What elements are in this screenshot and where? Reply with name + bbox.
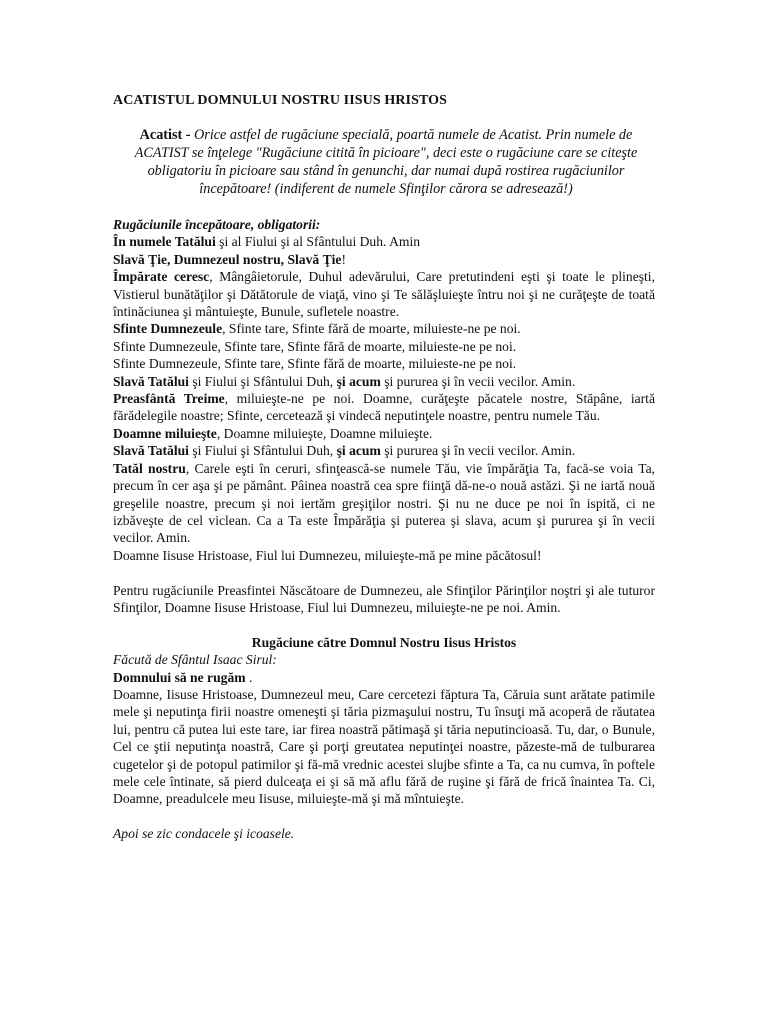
- prayer-text: şi Fiului şi Sfântului Duh,: [188, 443, 337, 459]
- prayer-lead: Sfinte Dumnezeule: [113, 321, 223, 337]
- prayer-lead: Tatăl nostru: [113, 460, 186, 476]
- invocation-line: [113, 669, 655, 686]
- prayer-line: [113, 425, 655, 442]
- intro-text: Orice astfel de rugăciune specială, poartă numele de Acatist. Prin numele de ACATIST se înţelege "Rugăciune citită în picioare", deci este o rugăciune care se citeşte obligatoriu în picioare sau stând în genunchi, dar numai după rostirea rugăciunilor începătoare! (indiferent de numele Sfinţilor cărora se adresează!): [134, 127, 638, 197]
- prayer-emphasis: şi acum: [336, 443, 381, 459]
- prayer-text: , Carele eşti în ceruri, sfinţească-se numele Tău, vie împărăţia Ta, facă-se voia Ta, precum în cer aşa şi pe pământ. Pâinea noastră cea spre fiinţă dă-ne-o nouă astăzi. Şi ne iartă nouă greşelile noastre, precum şi noi iertăm greşiţilor nostri. Şi nu ne duce pe noi în ispită, ci ne izbăveşte de cel viclean. Ca a Ta este Împărăţia şi puterea şi slava, acum şi pururea şi în vecii vecilor. Amin.: [113, 460, 655, 546]
- invocation-tail: .: [245, 669, 253, 685]
- prayer-line: [113, 320, 655, 337]
- prayer-line: [113, 442, 655, 459]
- final-note: Apoi se zic condacele şi icoasele.: [113, 826, 295, 842]
- prayer-lead: În numele Tatălui: [113, 234, 216, 250]
- prayer-text: şi pururea şi în vecii vecilor. Amin.: [380, 373, 576, 389]
- prayer-line: [113, 373, 655, 390]
- prayer-text: , Sfinte tare, Sfinte fără de moarte, miluieste-ne pe noi.: [222, 321, 521, 337]
- document-body: [113, 216, 655, 843]
- prayer-text: !: [341, 251, 346, 267]
- prayer-lead: Slavă Tatălui: [113, 373, 189, 389]
- paragraph-gap: [113, 616, 655, 633]
- prayer-line: Doamne Iisuse Hristoase, Fiul lui Dumnezeu, miluieşte-mă pe mine păcătosul!: [113, 547, 542, 563]
- prayer-line: Sfinte Dumnezeule, Sfinte tare, Sfinte fără de moarte, miluieste-ne pe noi.: [113, 338, 517, 354]
- prayer-line: Sfinte Dumnezeule, Sfinte tare, Sfinte fără de moarte, miluieste-ne pe noi.: [113, 356, 517, 372]
- prayer-lead: Împărate ceresc: [113, 269, 210, 285]
- prayer-lead: Slavă Ţie, Dumnezeul nostru, Slavă Ţie: [113, 251, 342, 267]
- prayer-text: , miluieşte-ne pe noi. Doamne, curăţeşte păcatele nostre, Stăpâne, iartă fărădelegile noastre; Sfinte, cercetează şi vindecă neputinţele noastre, pentru numele Tău.: [113, 391, 655, 424]
- invocation: Domnului să ne rugăm: [113, 669, 246, 685]
- prayer-lead: Slavă Tatălui: [113, 443, 189, 459]
- section-heading: Rugăciunile începătoare, obligatorii:: [113, 217, 321, 232]
- prayer-text: şi al Fiului şi al Sfântului Duh. Amin: [215, 234, 421, 250]
- prayer-lead: Preasfântă Treime: [113, 391, 225, 407]
- prayer-line: [113, 268, 655, 320]
- prayer-text: , Mângâietorule, Duhul adevărului, Care pretutindeni eşti şi toate le plineşti, Vistierul bunătăţilor şi Dătătorule de viaţă, vino şi Te sălăşluieşte întru noi şi ne curăţeşte de toată întinăciunea şi mântuieşte, Bunule, sufletele noastre.: [113, 269, 655, 320]
- paragraph-gap: [113, 808, 655, 825]
- document-title: ACATISTUL DOMNULUI NOSTRU IISUS HRISTOS: [113, 93, 448, 108]
- intro-lead: Acatist -: [139, 127, 191, 143]
- prayer-emphasis: şi acum: [336, 373, 381, 389]
- prayer-text: şi Fiului şi Sfântului Duh,: [188, 373, 337, 389]
- intro-paragraph: [116, 126, 656, 198]
- closing-prayer: Pentru rugăciunile Preasfintei Născătoare de Dumnezeu, ale Sfinţilor Părinţilor noştri şi ale tuturor Sfinţilor, Doamne Iisuse Hristoase, Fiul lui Dumnezeu, miluieşte-ne pe noi. Amin.: [113, 582, 655, 615]
- prayer-lead: Doamne miluieşte: [113, 425, 217, 441]
- second-section-author: Făcută de Sfântul Isaac Sirul:: [113, 652, 277, 668]
- prayer-text: şi pururea şi în vecii vecilor. Amin.: [380, 443, 576, 459]
- prayer-line: [113, 251, 655, 268]
- second-section-heading: Rugăciune către Domnul Nostru Iisus Hristos: [251, 634, 517, 650]
- prayer-line: [113, 460, 655, 547]
- prayer-line: [113, 233, 655, 250]
- second-section-body: Doamne, Iisuse Hristoase, Dumnezeul meu, Care cercetezi făptura Ta, Căruia sunt arătate patimile mele şi neputinţa firii noastre omeneşti şi tăria pizmaşului nostru, Tu însuţi mă acoperă de răutatea lui, pentru că putea lui este tare, iar firea noastră pătimaşă şi tăria neputincioasă. Tu, dar, o Bunule, Cel ce ştii neputinţa noastră, Care şi porţi greutatea neputinţei noastre, păzeste-mă de tulburarea cugetelor şi de potopul patimilor şi fă-mă vrednic acestei slujbe sfinte a Ta, ca nu cumva, în poftele mele cele întinate, să pierd dulceaţa ei şi să mă aflu fără de ruşine şi fără de frică înaintea Ta. Ci, Doamne, preadulcele meu Iisuse, miluieşte-mă şi mă mîntuieşte.: [113, 686, 655, 807]
- paragraph-gap: [113, 564, 655, 581]
- prayer-line: [113, 390, 655, 425]
- prayer-text: , Doamne miluieşte, Doamne miluieşte.: [216, 425, 433, 441]
